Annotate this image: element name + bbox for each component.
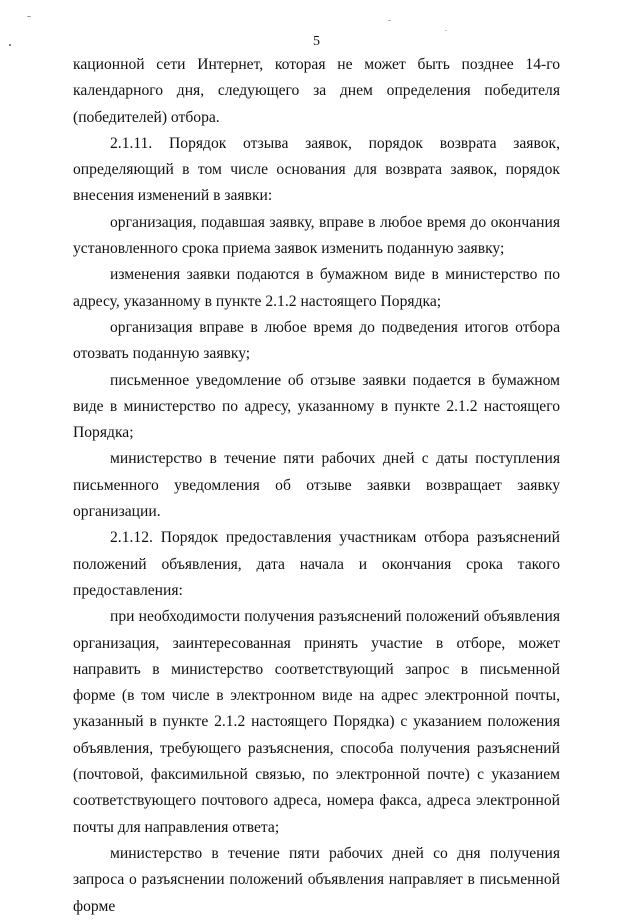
paragraph-item: министерство в течение пяти рабочих дней с даты поступления письменного уведомления об отзыве заявки возвращает заявку организации.	[73, 450, 560, 521]
scan-speck	[388, 20, 391, 21]
document-body	[73, 52, 560, 920]
paragraph-section-2-1-11: 2.1.11. Порядок отзыва заявок, порядок возврата заявок, определяющий в том числе основания для возврата заявок, порядок внесения изменений в заявки:	[73, 134, 560, 205]
scan-speck	[445, 30, 447, 31]
paragraph-item: организация вправе в любое время до подведения итогов отбора отозвать поданную заявку;	[73, 318, 560, 363]
scan-speck	[9, 44, 11, 46]
paragraph-item: изменения заявки подаются в бумажном виде в министерство по адресу, указанному в пункте 2.1.2 настоящего Порядка;	[73, 266, 560, 310]
scan-speck	[27, 16, 31, 17]
paragraph-continuation: кационной сети Интернет, которая не может быть позднее 14-го календарного дня, следующего за днем определения победителя (победителей) отбора.	[73, 56, 560, 126]
paragraph-item: организация, подавшая заявку, вправе в любое время до окончания установленного срока приема заявок изменить поданную заявку;	[73, 213, 560, 258]
paragraph-item: министерство в течение пяти рабочих дней со дня получения запроса о разъяснении положений объявления направляет в письменной форме	[73, 844, 560, 915]
paragraph-item: письменное уведомление об отзыве заявки подается в бумажном виде в министерство по адресу, указанному в пункте 2.1.2 настоящего Порядка;	[73, 371, 560, 442]
paragraph-item: при необходимости получения разъяснений положений объявления организация, заинтересованная принять участие в отборе, может направить в министерство соответствующий запрос в письменной форме (в том числе в электронном виде на адрес электронной почты, указанный в пункте 2.1.2 настоящего Порядка) с указанием положения объявления, требующего разъяснения, способа получения разъяснений (почтовой, факсимильной связью, по электронной почте) с указанием соответствующего почтового адреса, номера факса, адреса электронной почты для направления ответа;	[73, 608, 560, 836]
paragraph-section-2-1-12: 2.1.12. Порядок предоставления участникам отбора разъяснений положений объявления, дата начала и окончания срока такого предоставления:	[73, 529, 560, 599]
page-number: 5	[313, 34, 320, 49]
